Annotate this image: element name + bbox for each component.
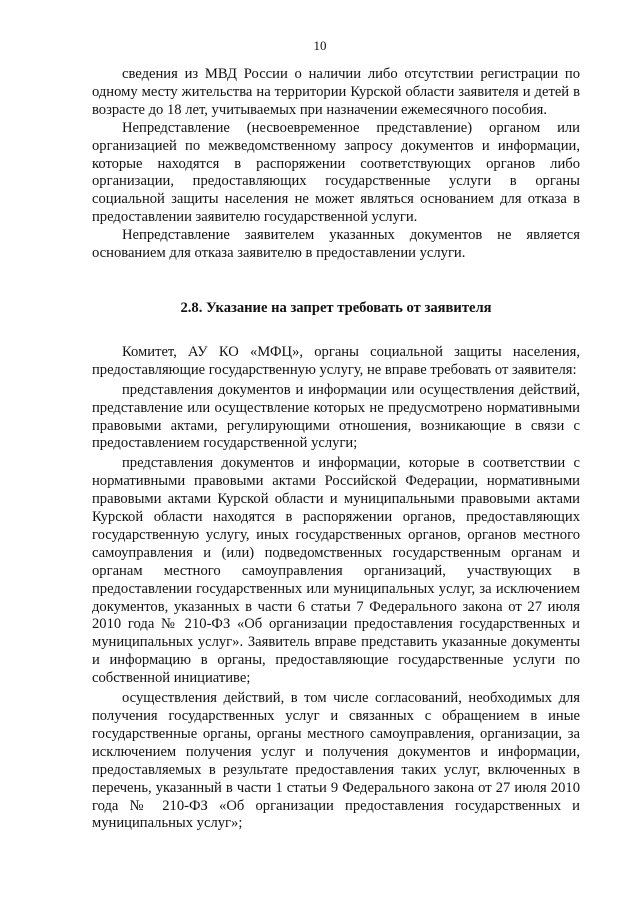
page-number: 10 <box>313 38 327 53</box>
section-heading: 2.8. Указание на запрет требовать от заявителя <box>180 299 492 316</box>
paragraph-mvd-info: сведения из МВД России о наличии либо отсутствии регистрации по одному месту жительства на территории Курской области заявителя и детей в возрасте до 18 лет, учитываемых при назначении ежемесячного пособия. <box>92 66 580 118</box>
paragraph-non-submission-by-organ: Непредставление (несвоевременное представление) органом или организацией по межведомственному запросу документов и информации, которые находятся в распоряжении соответствующих органов либо организации, предоставляющих государственные услуги в органы социальной защиты населения не может являться основанием для отказа в предоставлении заявителю государственной услуги. <box>92 119 580 226</box>
document-body <box>92 66 580 833</box>
paragraph-intro: Комитет, АУ КО «МФЦ», органы социальной защиты населения, предоставляющие государственную услугу, не вправе требовать от заявителя: <box>92 343 580 378</box>
list-item-requirement-1: представления документов и информации или осуществления действий, представление или осуществление которых не предусмотрено нормативными правовыми актами, регулирующими отношения, возникающие в связи с предоставлением государственной услуги; <box>92 381 580 452</box>
list-item-requirement-3: осуществления действий, в том числе согласований, необходимых для получения государственных услуг и связанных с обращением в иные государственные органы, органы местного самоуправления, организации, за исключением получения услуг и получения документов и информации, предоставляемых в результате предоставления таких услуг, включенных в перечень, указанный в части 1 статьи 9 Федерального закона от 27 июля 2010 года № 210-ФЗ «Об организации предоставления государственных и муниципальных услуг»; <box>92 690 580 832</box>
paragraph-non-submission-by-applicant: Непредставление заявителем указанных документов не является основанием для отказа заявителю в предоставлении услуги. <box>92 227 580 262</box>
list-item-requirement-2: представления документов и информации, которые в соответствии с нормативными правовыми актами Российской Федерации, нормативными правовыми актами Курской области и муниципальными правовыми актами Курской области находятся в распоряжении органов, предоставляющих государственную услугу, иных государственных органов, органов местного самоуправления и (или) подведомственных государственным органам и органам местного самоуправления организаций, участвующих в предоставлении государственных или муниципальных услуг, за исключением документов, указанных в части 6 статьи 7 Федерального закона от 27 июля 2010 года № 210-ФЗ «Об организации предоставления государственных и муниципальных услуг». Заявитель вправе представить указанные документы и информацию в органы, предоставляющие государственные услуги по собственной инициативе; <box>92 455 580 687</box>
